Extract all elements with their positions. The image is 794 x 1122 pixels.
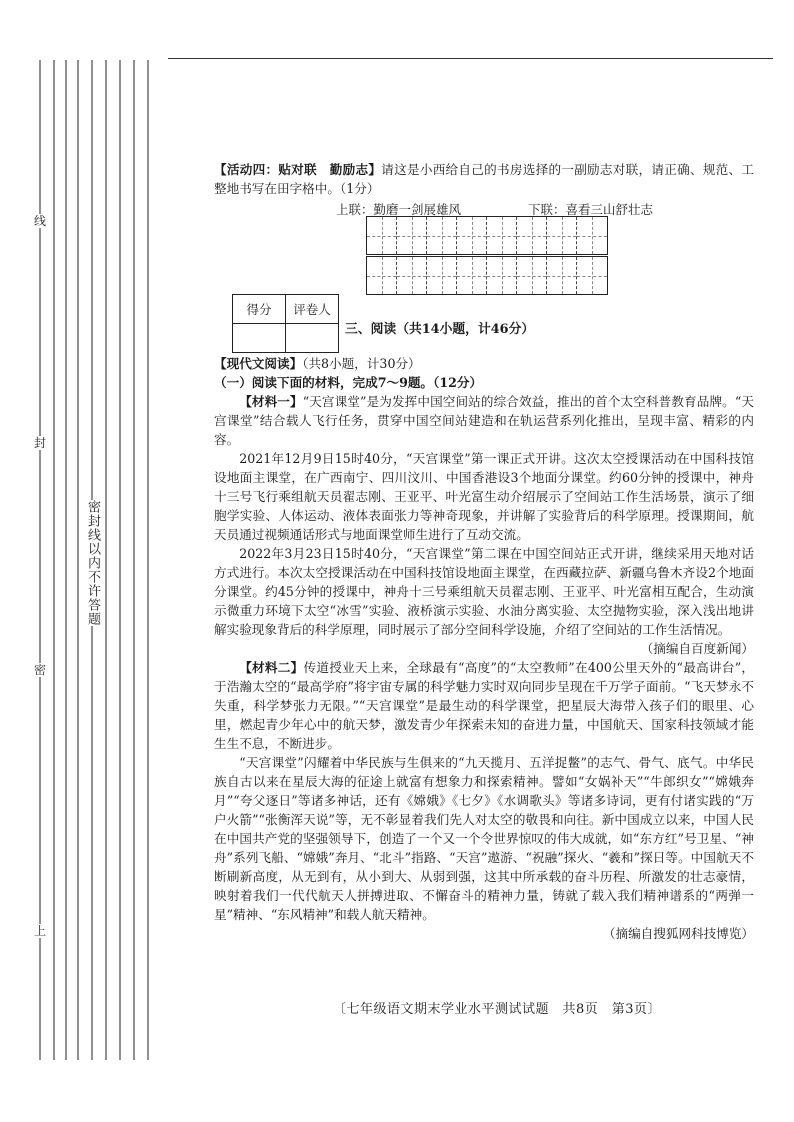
tianzige-cell[interactable] — [427, 217, 457, 254]
tianzige-cell[interactable] — [367, 217, 397, 254]
modern-info: （共8小题，计30分） — [302, 356, 421, 371]
score-cell[interactable] — [233, 324, 286, 353]
binding-margin-lines — [0, 60, 150, 1060]
grader-header: 评卷人 — [286, 295, 339, 324]
score-header: 得分 — [233, 295, 286, 324]
tianzige-cell[interactable] — [397, 257, 427, 294]
activity4 — [214, 160, 754, 198]
margin-label-secret: 密 — [34, 663, 47, 677]
top-rule — [168, 58, 773, 59]
tianzige-cell[interactable] — [517, 217, 547, 254]
tianzige-cell[interactable] — [517, 257, 547, 294]
reading-section — [214, 354, 754, 943]
margin-label-seal: 封 — [34, 436, 47, 450]
m1-p3: 2022年3月23日15时40分，“天宫课堂”第二课在中国空间站正式开讲，继续采用天地对话方式进行。本次太空授课活动在中国科技馆设地面主课堂，在西藏拉萨、新疆乌鲁木齐设2个地面分课堂。约45分钟的授课中，神舟十三号乘组航天员翟志刚、王亚平、叶光富相互配合，生动演示微重力环境下太空“冰雪”实验、液桥演示实验、水油分离实验、太空抛物实验，深入浅出地讲解实验现象背后的科学原理，同时展示了部分空间科学设施，介绍了空间站的工作生活情况。 — [214, 546, 754, 637]
couplet-grid-lower[interactable] — [366, 256, 608, 295]
section3-heading: 三、阅读（共14小题，计46分） — [345, 322, 535, 337]
tianzige-cell[interactable] — [547, 257, 577, 294]
tianzige-cell[interactable] — [487, 217, 517, 254]
activity4-text: 请这是小西给自己的书房选择的一副励志对联，请正确、规范、工整地书写在田字格中。（1分） — [214, 162, 755, 196]
modern-label: 【现代文阅读】 — [214, 356, 303, 371]
score-table — [232, 294, 339, 353]
m2-p1: 传道授业天上来，全球最有“高度”的“太空教师”在400公里天外的“最高讲台”，于浩瀚太空的“最高学府”将宇宙专属的科学魅力实时双向同步呈现在千万学子面前。“飞天梦永不失重，科学梦张力无限。”“天宫课堂”是最生动的科学课堂，把星辰大海带入孩子们的眼里、心里，燃起青少年心中的航天梦，激发青少年探索未知的奋进力量，中国航天、国家科技领域才能生生不息，不断进步。 — [214, 660, 755, 751]
tianzige-cell[interactable] — [547, 217, 577, 254]
tianzige-cell[interactable] — [457, 257, 487, 294]
couplet-upper: 上联：勤磨一剑展雄风 — [336, 202, 462, 217]
page-footer: 〔七年级语文期末学业水平测试试题 共8页 第3页〕 — [332, 1002, 662, 1017]
margin-label-top: 上 — [34, 924, 47, 938]
m2-source: （摘编自搜狐网科技博览） — [602, 926, 754, 941]
tianzige-cell[interactable] — [457, 217, 487, 254]
tianzige-cell[interactable] — [427, 257, 457, 294]
tianzige-cell[interactable] — [577, 217, 607, 254]
tianzige-cell[interactable] — [397, 217, 427, 254]
m1-source: （摘编自百度新闻） — [640, 641, 754, 656]
activity4-label: 【活动四：贴对联 勤励志】 — [214, 162, 382, 177]
no-answer-notice: 密封线以内不许答题 — [85, 500, 100, 626]
part1-heading: （一）阅读下面的材料，完成7～9题。（12分） — [214, 375, 483, 390]
couplet-grid-upper[interactable] — [366, 216, 608, 255]
grader-cell[interactable] — [286, 324, 339, 353]
margin-label-line: 线 — [34, 214, 47, 228]
tianzige-cell[interactable] — [577, 257, 607, 294]
m1-label: 【材料一】 — [239, 394, 303, 409]
tianzige-cell[interactable] — [487, 257, 517, 294]
m2-p2: “天宫课堂”闪耀着中华民族与生俱来的“九天揽月、五洋捉鳖”的志气、骨气、底气。中华民族自古以来在星辰大海的征途上就富有想象力和探索精神。譬如“女娲补天”“牛郎织女”“嫦娥奔月”“夸父逐日”等诸多神话，还有《嫦娥》《七夕》《水调歌头》等诸多诗词，更有付诸实践的“万户火箭”“张衡浑天说”等，无不彰显着我们先人对太空的敬畏和向往。新中国成立以来，中国人民在中国共产党的坚强领导下，创造了一个又一个令世界惊叹的伟大成就，如“东方红”号卫星、“神舟”系列飞船、“嫦娥”奔月、“北斗”指路、“天宫”遨游、“祝融”探火、“羲和”探日等。中国航天不断刷新高度，从无到有，从小到大、从弱到强，这其中所承载的奋斗历程、所激发的壮志豪情，映射着我们一代代航天人拼搏进取、不懈奋斗的精神力量，铸就了载入我们精神谱系的“两弹一星”精神、“东风精神”和载人航天精神。 — [214, 755, 754, 922]
m2-label: 【材料二】 — [239, 660, 304, 675]
couplet-lower: 下联：喜看三山舒壮志 — [528, 202, 654, 217]
m1-p1: “天宫课堂”是为发挥中国空间站的综合效益，推出的首个太空科普教育品牌。“天宫课堂”结合载人飞行任务，贯穿中国空间站建造和在轨运营系列化推出，呈现丰富、精彩的内容。 — [214, 394, 754, 447]
m1-p2: 2021年12月9日15时40分，“天宫课堂”第一课正式开讲。这次太空授课活动在中国科技馆设地面主课堂，在广西南宁、四川汶川、中国香港设3个地面分课堂。约60分钟的授课中，神舟十三号飞行乘组航天员翟志刚、王亚平、叶光富生动介绍展示了空间站工作生活场景，演示了细胞学实验、人体运动、液体表面张力等神奇现象，并讲解了实验背后的科学原理。授课期间，航天员通过视频通话形式与地面课堂师生进行了互动交流。 — [214, 451, 754, 542]
tianzige-cell[interactable] — [367, 257, 397, 294]
